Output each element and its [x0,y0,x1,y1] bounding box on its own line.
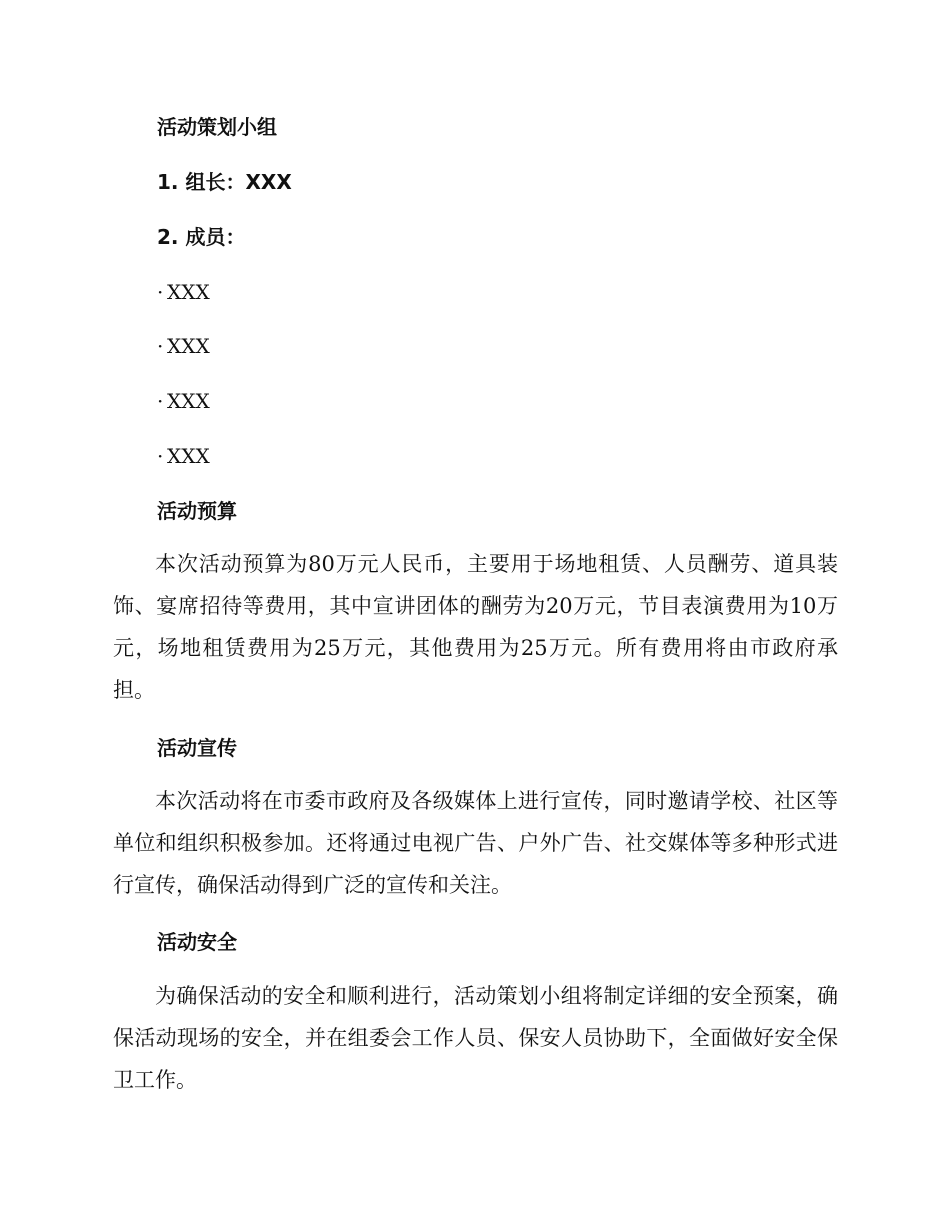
team-members-label: 2. 成员： [157,225,246,249]
heading-budget: 活动预算 [157,499,237,523]
budget-paragraph: 本次活动预算为80万元人民币，主要用于场地租赁、人员酬劳、道具装饰、宴席招待等费用，其中宣讲团体的酬劳为20万元，节目表演费用为10万元，场地租赁费用为25万元，其他费用为25万元。所有费用将由市政府承担。 [113,552,838,702]
member-name: XXX [167,334,210,358]
safety-paragraph: 为确保活动的安全和顺利进行，活动策划小组将制定详细的安全预案，确保活动现场的安全，并在组委会工作人员、保安人员协助下，全面做好安全保卫工作。 [113,984,838,1092]
member-name: XXX [167,280,210,304]
bullet-icon: · [157,389,164,413]
member-name: XXX [167,389,210,413]
bullet-icon: · [157,444,164,468]
member-name: XXX [167,444,210,468]
member-list-item [157,387,210,415]
member-list-item [157,332,210,360]
team-leader-line: 1. 组长：XXX [157,170,292,194]
member-list-item [157,278,210,306]
bullet-icon: · [157,334,164,358]
heading-planning-team: 活动策划小组 [157,115,277,139]
heading-safety: 活动安全 [157,930,237,954]
heading-publicity: 活动宣传 [157,736,237,760]
member-list-item [157,442,210,470]
bullet-icon: · [157,280,164,304]
publicity-paragraph: 本次活动将在市委市政府及各级媒体上进行宣传，同时邀请学校、社区等单位和组织积极参加。还将通过电视广告、户外广告、社交媒体等多种形式进行宣传，确保活动得到广泛的宣传和关注。 [113,789,838,897]
